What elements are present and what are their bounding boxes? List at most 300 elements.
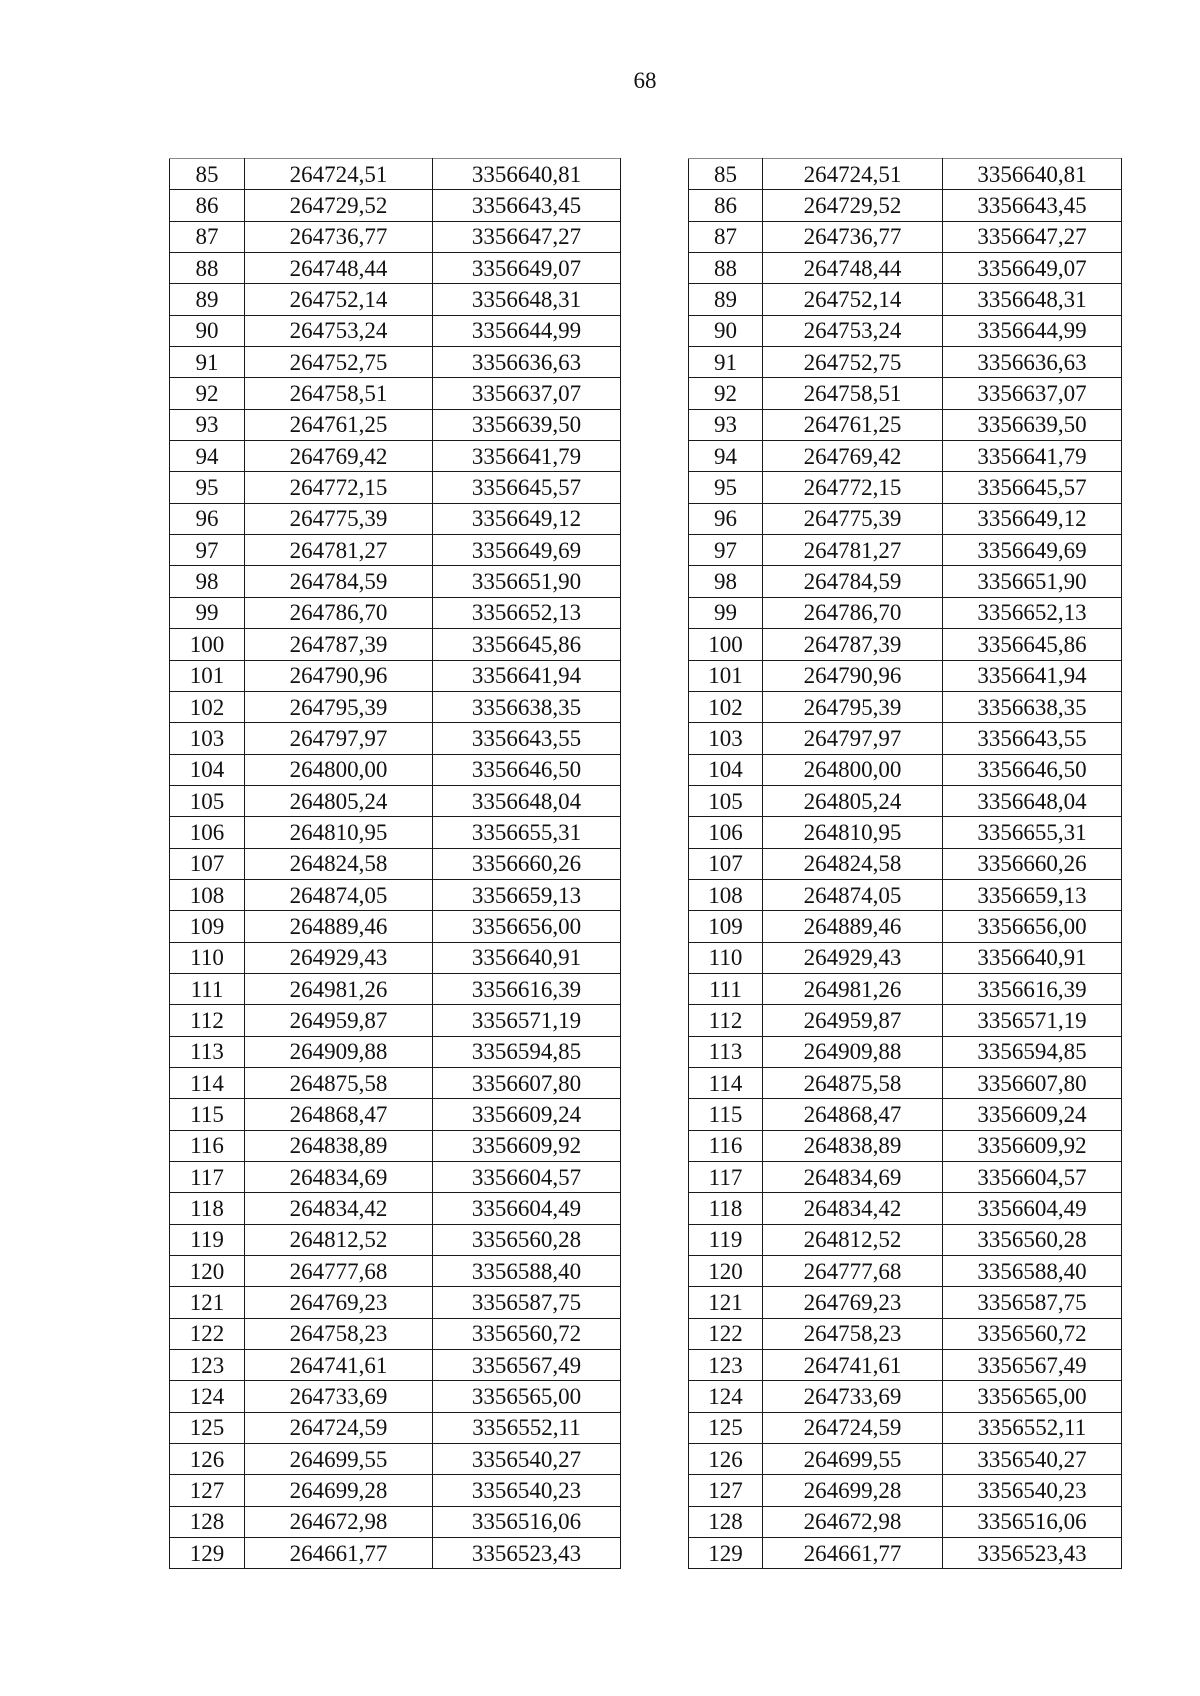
point-number-cell: 119: [689, 1224, 763, 1255]
table-row: [689, 1224, 1122, 1255]
point-number-cell: 117: [689, 1162, 763, 1193]
y-coordinate-cell: 3356645,86: [433, 629, 621, 660]
y-coordinate-cell: 3356607,80: [433, 1067, 621, 1098]
point-number-cell: 91: [170, 347, 245, 378]
table-row: [689, 597, 1122, 628]
table-row: [170, 785, 621, 816]
y-coordinate-cell: 3356638,35: [943, 691, 1122, 722]
point-number-cell: 106: [689, 817, 763, 848]
page-number: 68: [633, 68, 657, 93]
y-coordinate-cell: 3356649,69: [943, 535, 1122, 566]
table-row: [689, 221, 1122, 252]
y-coordinate-cell: 3356588,40: [943, 1256, 1122, 1287]
table-row: [170, 597, 621, 628]
table-row: [689, 660, 1122, 691]
point-number-cell: 121: [689, 1287, 763, 1318]
x-coordinate-cell: 264777,68: [763, 1256, 943, 1287]
point-number-cell: 123: [689, 1350, 763, 1381]
point-number-cell: 123: [170, 1350, 245, 1381]
x-coordinate-cell: 264834,42: [245, 1193, 433, 1224]
point-number-cell: 107: [689, 848, 763, 879]
x-coordinate-cell: 264769,23: [763, 1287, 943, 1318]
y-coordinate-cell: 3356594,85: [433, 1036, 621, 1067]
point-number-cell: 87: [170, 221, 245, 252]
y-coordinate-cell: 3356641,94: [433, 660, 621, 691]
point-number-cell: 114: [689, 1067, 763, 1098]
x-coordinate-cell: 264752,75: [245, 347, 433, 378]
table-row: [689, 566, 1122, 597]
y-coordinate-cell: 3356655,31: [433, 817, 621, 848]
table-row: [170, 535, 621, 566]
y-coordinate-cell: 3356587,75: [433, 1287, 621, 1318]
y-coordinate-cell: 3356648,04: [433, 785, 621, 816]
point-number-cell: 86: [689, 190, 763, 221]
x-coordinate-cell: 264699,28: [245, 1475, 433, 1506]
x-coordinate-cell: 264800,00: [763, 754, 943, 785]
point-number-cell: 121: [170, 1287, 245, 1318]
point-number-cell: 127: [170, 1475, 245, 1506]
point-number-cell: 94: [170, 441, 245, 472]
table-row: [689, 315, 1122, 346]
table-row: [170, 1224, 621, 1255]
x-coordinate-cell: 264787,39: [763, 629, 943, 660]
point-number-cell: 126: [689, 1444, 763, 1475]
x-coordinate-cell: 264752,75: [763, 347, 943, 378]
table-row: [689, 942, 1122, 973]
point-number-cell: 104: [170, 754, 245, 785]
table-body: [689, 159, 1122, 1569]
point-number-cell: 113: [689, 1036, 763, 1067]
table-row: [170, 1193, 621, 1224]
table-row: [689, 503, 1122, 534]
point-number-cell: 100: [170, 629, 245, 660]
table-row: [689, 1036, 1122, 1067]
table-row: [170, 1381, 621, 1412]
point-number-cell: 122: [689, 1318, 763, 1349]
y-coordinate-cell: 3356647,27: [433, 221, 621, 252]
table-row: [170, 1005, 621, 1036]
x-coordinate-cell: 264781,27: [245, 535, 433, 566]
y-coordinate-cell: 3356516,06: [943, 1506, 1122, 1537]
x-coordinate-cell: 264800,00: [245, 754, 433, 785]
x-coordinate-cell: 264752,14: [763, 284, 943, 315]
table-row: [170, 691, 621, 722]
y-coordinate-cell: 3356645,57: [943, 472, 1122, 503]
y-coordinate-cell: 3356609,92: [943, 1130, 1122, 1161]
point-number-cell: 98: [689, 566, 763, 597]
table-row: [170, 1162, 621, 1193]
x-coordinate-cell: 264838,89: [245, 1130, 433, 1161]
table-row: [170, 190, 621, 221]
x-coordinate-cell: 264868,47: [763, 1099, 943, 1130]
y-coordinate-cell: 3356637,07: [433, 378, 621, 409]
table-row: [689, 785, 1122, 816]
point-number-cell: 129: [689, 1538, 763, 1569]
x-coordinate-cell: 264741,61: [245, 1350, 433, 1381]
x-coordinate-cell: 264736,77: [245, 221, 433, 252]
point-number-cell: 86: [170, 190, 245, 221]
x-coordinate-cell: 264748,44: [763, 253, 943, 284]
y-coordinate-cell: 3356644,99: [943, 315, 1122, 346]
y-coordinate-cell: 3356567,49: [943, 1350, 1122, 1381]
table-row: [689, 848, 1122, 879]
point-number-cell: 102: [170, 691, 245, 722]
point-number-cell: 109: [689, 911, 763, 942]
table-row: [689, 691, 1122, 722]
y-coordinate-cell: 3356565,00: [943, 1381, 1122, 1412]
y-coordinate-cell: 3356523,43: [433, 1538, 621, 1569]
table-row: [170, 409, 621, 440]
table-row: [170, 973, 621, 1004]
y-coordinate-cell: 3356645,86: [943, 629, 1122, 660]
coordinates-table-left: [169, 158, 621, 1569]
table-row: [170, 1036, 621, 1067]
x-coordinate-cell: 264834,69: [245, 1162, 433, 1193]
x-coordinate-cell: 264875,58: [763, 1067, 943, 1098]
y-coordinate-cell: 3356516,06: [433, 1506, 621, 1537]
point-number-cell: 93: [689, 409, 763, 440]
table-row: [170, 848, 621, 879]
x-coordinate-cell: 264795,39: [245, 691, 433, 722]
y-coordinate-cell: 3356637,07: [943, 378, 1122, 409]
y-coordinate-cell: 3356640,91: [433, 942, 621, 973]
point-number-cell: 101: [170, 660, 245, 691]
x-coordinate-cell: 264752,14: [245, 284, 433, 315]
y-coordinate-cell: 3356646,50: [433, 754, 621, 785]
y-coordinate-cell: 3356540,23: [433, 1475, 621, 1506]
y-coordinate-cell: 3356649,07: [943, 253, 1122, 284]
y-coordinate-cell: 3356643,55: [943, 723, 1122, 754]
table-row: [170, 1412, 621, 1443]
table-row: [170, 503, 621, 534]
table-row: [170, 347, 621, 378]
x-coordinate-cell: 264729,52: [245, 190, 433, 221]
point-number-cell: 95: [170, 472, 245, 503]
point-number-cell: 99: [170, 597, 245, 628]
y-coordinate-cell: 3356540,23: [943, 1475, 1122, 1506]
y-coordinate-cell: 3356640,91: [943, 942, 1122, 973]
x-coordinate-cell: 264889,46: [763, 911, 943, 942]
x-coordinate-cell: 264724,51: [245, 159, 433, 190]
table-row: [689, 1162, 1122, 1193]
y-coordinate-cell: 3356560,28: [943, 1224, 1122, 1255]
table-row: [689, 911, 1122, 942]
x-coordinate-cell: 264769,42: [763, 441, 943, 472]
table-row: [170, 221, 621, 252]
table-row: [170, 472, 621, 503]
table-row: [689, 441, 1122, 472]
x-coordinate-cell: 264699,55: [763, 1444, 943, 1475]
x-coordinate-cell: 264781,27: [763, 535, 943, 566]
x-coordinate-cell: 264772,15: [245, 472, 433, 503]
y-coordinate-cell: 3356651,90: [433, 566, 621, 597]
x-coordinate-cell: 264834,69: [763, 1162, 943, 1193]
table-row: [689, 284, 1122, 315]
y-coordinate-cell: 3356567,49: [433, 1350, 621, 1381]
table-row: [689, 754, 1122, 785]
y-coordinate-cell: 3356540,27: [943, 1444, 1122, 1475]
point-number-cell: 126: [170, 1444, 245, 1475]
y-coordinate-cell: 3356609,24: [943, 1099, 1122, 1130]
table-row: [170, 566, 621, 597]
point-number-cell: 101: [689, 660, 763, 691]
table-row: [170, 1256, 621, 1287]
x-coordinate-cell: 264729,52: [763, 190, 943, 221]
point-number-cell: 125: [689, 1412, 763, 1443]
y-coordinate-cell: 3356649,12: [433, 503, 621, 534]
table-row: [689, 1506, 1122, 1537]
y-coordinate-cell: 3356659,13: [433, 879, 621, 910]
point-number-cell: 111: [689, 973, 763, 1004]
point-number-cell: 116: [689, 1130, 763, 1161]
table-row: [689, 1475, 1122, 1506]
x-coordinate-cell: 264733,69: [245, 1381, 433, 1412]
point-number-cell: 122: [170, 1318, 245, 1349]
y-coordinate-cell: 3356643,45: [433, 190, 621, 221]
point-number-cell: 97: [170, 535, 245, 566]
y-coordinate-cell: 3356648,31: [943, 284, 1122, 315]
x-coordinate-cell: 264812,52: [763, 1224, 943, 1255]
point-number-cell: 97: [689, 535, 763, 566]
y-coordinate-cell: 3356641,79: [433, 441, 621, 472]
y-coordinate-cell: 3356560,28: [433, 1224, 621, 1255]
table-row: [170, 660, 621, 691]
y-coordinate-cell: 3356647,27: [943, 221, 1122, 252]
x-coordinate-cell: 264672,98: [763, 1506, 943, 1537]
table-row: [170, 723, 621, 754]
point-number-cell: 88: [689, 253, 763, 284]
x-coordinate-cell: 264724,51: [763, 159, 943, 190]
point-number-cell: 112: [689, 1005, 763, 1036]
y-coordinate-cell: 3356646,50: [943, 754, 1122, 785]
table-row: [170, 1099, 621, 1130]
point-number-cell: 90: [170, 315, 245, 346]
x-coordinate-cell: 264795,39: [763, 691, 943, 722]
x-coordinate-cell: 264824,58: [763, 848, 943, 879]
table-row: [170, 817, 621, 848]
table-row: [170, 315, 621, 346]
y-coordinate-cell: 3356604,49: [943, 1193, 1122, 1224]
point-number-cell: 94: [689, 441, 763, 472]
y-coordinate-cell: 3356640,81: [433, 159, 621, 190]
y-coordinate-cell: 3356660,26: [433, 848, 621, 879]
table-row: [170, 441, 621, 472]
x-coordinate-cell: 264812,52: [245, 1224, 433, 1255]
y-coordinate-cell: 3356636,63: [943, 347, 1122, 378]
x-coordinate-cell: 264874,05: [245, 879, 433, 910]
point-number-cell: 104: [689, 754, 763, 785]
x-coordinate-cell: 264777,68: [245, 1256, 433, 1287]
x-coordinate-cell: 264761,25: [763, 409, 943, 440]
point-number-cell: 128: [689, 1506, 763, 1537]
point-number-cell: 114: [170, 1067, 245, 1098]
point-number-cell: 105: [689, 785, 763, 816]
point-number-cell: 119: [170, 1224, 245, 1255]
y-coordinate-cell: 3356643,55: [433, 723, 621, 754]
x-coordinate-cell: 264769,23: [245, 1287, 433, 1318]
y-coordinate-cell: 3356659,13: [943, 879, 1122, 910]
x-coordinate-cell: 264787,39: [245, 629, 433, 660]
x-coordinate-cell: 264810,95: [763, 817, 943, 848]
table-row: [689, 253, 1122, 284]
point-number-cell: 95: [689, 472, 763, 503]
table-row: [689, 629, 1122, 660]
y-coordinate-cell: 3356587,75: [943, 1287, 1122, 1318]
x-coordinate-cell: 264661,77: [245, 1538, 433, 1569]
y-coordinate-cell: 3356604,57: [433, 1162, 621, 1193]
x-coordinate-cell: 264824,58: [245, 848, 433, 879]
y-coordinate-cell: 3356565,00: [433, 1381, 621, 1412]
table-row: [170, 879, 621, 910]
point-number-cell: 118: [689, 1193, 763, 1224]
point-number-cell: 92: [689, 378, 763, 409]
point-number-cell: 85: [689, 159, 763, 190]
table-row: [170, 754, 621, 785]
y-coordinate-cell: 3356639,50: [433, 409, 621, 440]
x-coordinate-cell: 264875,58: [245, 1067, 433, 1098]
table-row: [689, 1193, 1122, 1224]
y-coordinate-cell: 3356656,00: [433, 911, 621, 942]
point-number-cell: 88: [170, 253, 245, 284]
y-coordinate-cell: 3356645,57: [433, 472, 621, 503]
y-coordinate-cell: 3356648,04: [943, 785, 1122, 816]
x-coordinate-cell: 264758,51: [245, 378, 433, 409]
x-coordinate-cell: 264838,89: [763, 1130, 943, 1161]
point-number-cell: 111: [170, 973, 245, 1004]
x-coordinate-cell: 264753,24: [763, 315, 943, 346]
x-coordinate-cell: 264772,15: [763, 472, 943, 503]
x-coordinate-cell: 264790,96: [245, 660, 433, 691]
table-row: [170, 159, 621, 190]
point-number-cell: 93: [170, 409, 245, 440]
x-coordinate-cell: 264790,96: [763, 660, 943, 691]
y-coordinate-cell: 3356649,12: [943, 503, 1122, 534]
x-coordinate-cell: 264758,23: [245, 1318, 433, 1349]
y-coordinate-cell: 3356643,45: [943, 190, 1122, 221]
y-coordinate-cell: 3356604,49: [433, 1193, 621, 1224]
point-number-cell: 115: [689, 1099, 763, 1130]
point-number-cell: 110: [689, 942, 763, 973]
table-row: [689, 1381, 1122, 1412]
point-number-cell: 103: [170, 723, 245, 754]
table-row: [689, 1350, 1122, 1381]
point-number-cell: 87: [689, 221, 763, 252]
table-row: [170, 1130, 621, 1161]
y-coordinate-cell: 3356648,31: [433, 284, 621, 315]
point-number-cell: 91: [689, 347, 763, 378]
table-row: [689, 973, 1122, 1004]
table-row: [170, 1067, 621, 1098]
y-coordinate-cell: 3356552,11: [433, 1412, 621, 1443]
point-number-cell: 100: [689, 629, 763, 660]
table-row: [170, 253, 621, 284]
point-number-cell: 96: [170, 503, 245, 534]
x-coordinate-cell: 264741,61: [763, 1350, 943, 1381]
x-coordinate-cell: 264786,70: [245, 597, 433, 628]
y-coordinate-cell: 3356652,13: [943, 597, 1122, 628]
point-number-cell: 128: [170, 1506, 245, 1537]
table-row: [170, 378, 621, 409]
x-coordinate-cell: 264736,77: [763, 221, 943, 252]
point-number-cell: 110: [170, 942, 245, 973]
table-row: [689, 1412, 1122, 1443]
y-coordinate-cell: 3356594,85: [943, 1036, 1122, 1067]
table-row: [170, 942, 621, 973]
point-number-cell: 117: [170, 1162, 245, 1193]
point-number-cell: 124: [170, 1381, 245, 1412]
table-row: [689, 1256, 1122, 1287]
table-row: [689, 1067, 1122, 1098]
point-number-cell: 120: [689, 1256, 763, 1287]
x-coordinate-cell: 264724,59: [763, 1412, 943, 1443]
x-coordinate-cell: 264761,25: [245, 409, 433, 440]
y-coordinate-cell: 3356609,92: [433, 1130, 621, 1161]
y-coordinate-cell: 3356552,11: [943, 1412, 1122, 1443]
point-number-cell: 96: [689, 503, 763, 534]
x-coordinate-cell: 264699,28: [763, 1475, 943, 1506]
table-row: [170, 1350, 621, 1381]
point-number-cell: 90: [689, 315, 763, 346]
point-number-cell: 116: [170, 1130, 245, 1161]
table-row: [689, 472, 1122, 503]
table-row: [689, 190, 1122, 221]
point-number-cell: 85: [170, 159, 245, 190]
x-coordinate-cell: 264834,42: [763, 1193, 943, 1224]
table-row: [170, 1538, 621, 1569]
x-coordinate-cell: 264672,98: [245, 1506, 433, 1537]
point-number-cell: 115: [170, 1099, 245, 1130]
x-coordinate-cell: 264909,88: [245, 1036, 433, 1067]
table-body: [170, 159, 621, 1569]
y-coordinate-cell: 3356609,24: [433, 1099, 621, 1130]
x-coordinate-cell: 264797,97: [763, 723, 943, 754]
table-row: [170, 1444, 621, 1475]
point-number-cell: 120: [170, 1256, 245, 1287]
x-coordinate-cell: 264874,05: [763, 879, 943, 910]
table-row: [689, 378, 1122, 409]
x-coordinate-cell: 264981,26: [763, 973, 943, 1004]
point-number-cell: 99: [689, 597, 763, 628]
y-coordinate-cell: 3356638,35: [433, 691, 621, 722]
x-coordinate-cell: 264769,42: [245, 441, 433, 472]
point-number-cell: 98: [170, 566, 245, 597]
x-coordinate-cell: 264889,46: [245, 911, 433, 942]
y-coordinate-cell: 3356640,81: [943, 159, 1122, 190]
x-coordinate-cell: 264981,26: [245, 973, 433, 1004]
coordinates-table-right: [688, 158, 1122, 1569]
point-number-cell: 107: [170, 848, 245, 879]
x-coordinate-cell: 264753,24: [245, 315, 433, 346]
x-coordinate-cell: 264784,59: [245, 566, 433, 597]
x-coordinate-cell: 264805,24: [245, 785, 433, 816]
y-coordinate-cell: 3356649,69: [433, 535, 621, 566]
point-number-cell: 109: [170, 911, 245, 942]
table-row: [689, 879, 1122, 910]
y-coordinate-cell: 3356649,07: [433, 253, 621, 284]
y-coordinate-cell: 3356560,72: [943, 1318, 1122, 1349]
y-coordinate-cell: 3356523,43: [943, 1538, 1122, 1569]
y-coordinate-cell: 3356652,13: [433, 597, 621, 628]
x-coordinate-cell: 264959,87: [245, 1005, 433, 1036]
x-coordinate-cell: 264775,39: [763, 503, 943, 534]
table-row: [689, 1287, 1122, 1318]
y-coordinate-cell: 3356540,27: [433, 1444, 621, 1475]
x-coordinate-cell: 264724,59: [245, 1412, 433, 1443]
point-number-cell: 108: [170, 879, 245, 910]
point-number-cell: 102: [689, 691, 763, 722]
y-coordinate-cell: 3356607,80: [943, 1067, 1122, 1098]
table-row: [689, 1444, 1122, 1475]
